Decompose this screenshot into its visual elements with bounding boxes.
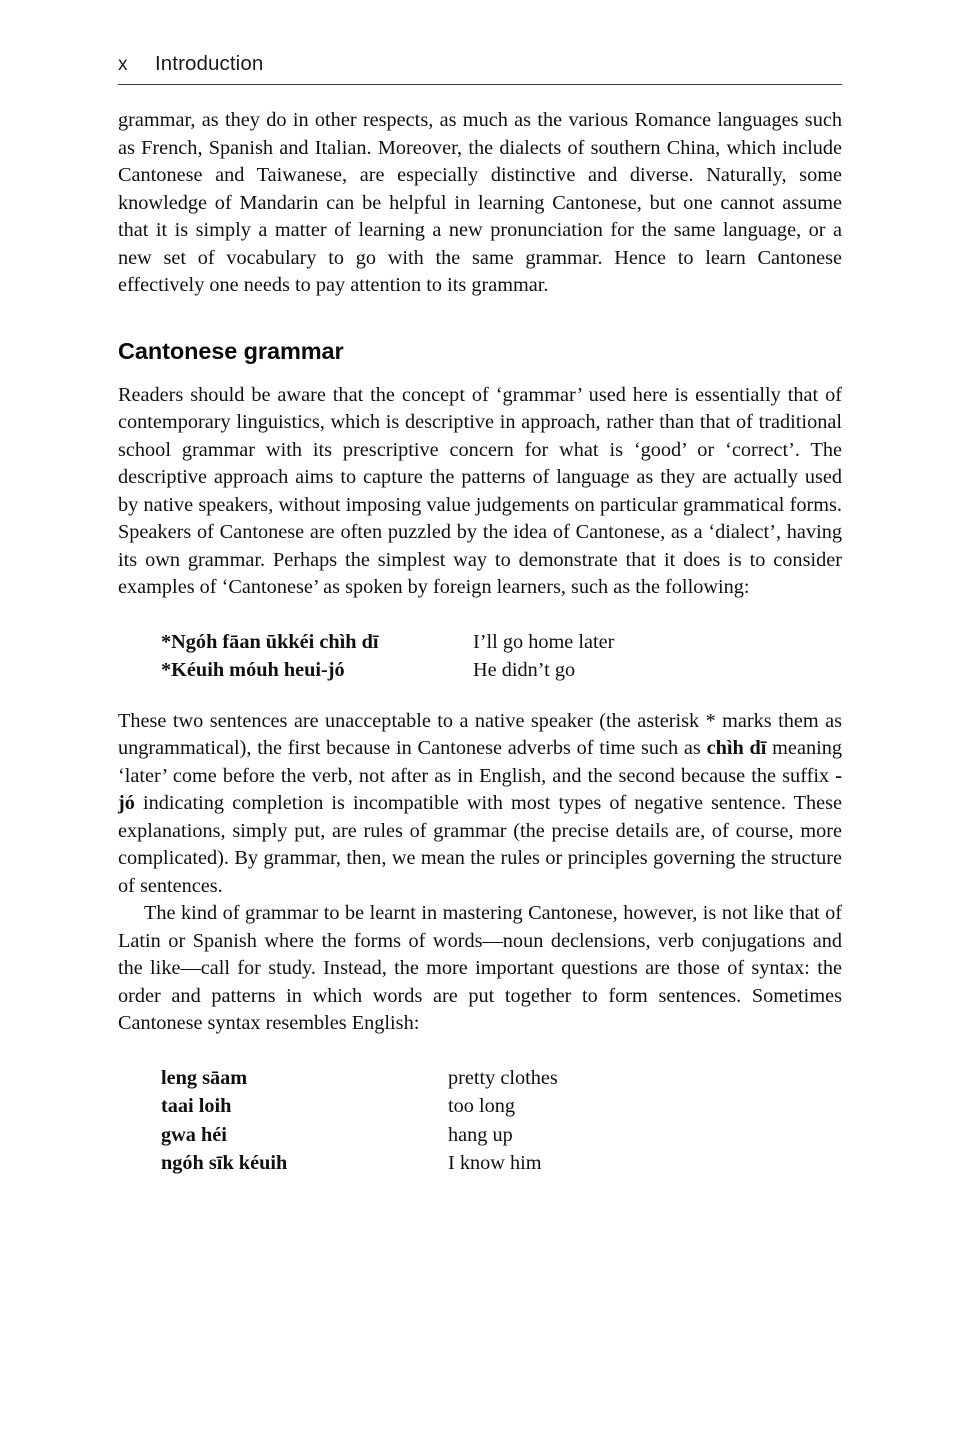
heading-spacer-above	[118, 300, 842, 338]
running-head	[118, 52, 842, 76]
example-gloss: pretty clothes	[448, 1066, 558, 1089]
explanation-text-part-3: indicating completion is incompatible with most types of negative sentence. These explanations, simply put, are rules of grammar (the precise details are, of course, more complicated). By grammar, then, we mean the rules or principles governing the structure of sentences.	[118, 792, 842, 897]
example-row	[118, 1092, 842, 1121]
example-gloss: I know him	[448, 1152, 542, 1174]
heading-spacer-below	[118, 365, 842, 382]
example-romanization: *Ngóh fāan ūkkéi chìh dī	[161, 630, 379, 653]
example-block-spacer-above-b	[118, 1038, 842, 1064]
explanation-bold-chih-di: chìh dī	[706, 737, 767, 759]
page-content	[118, 52, 842, 1178]
example-romanization: *Kéuih móuh heui-jó	[161, 658, 345, 681]
example-block-ungrammatical	[118, 628, 842, 684]
example-gloss: too long	[448, 1095, 516, 1117]
example-row	[118, 656, 842, 684]
page-folio: x	[118, 54, 128, 75]
example-gloss: hang up	[448, 1123, 513, 1146]
paragraph-explanation	[118, 708, 842, 901]
paragraph-descriptive-approach: Readers should be aware that the concept of ‘grammar’ used here is essentially that of contemporary linguistics, which is descriptive in approach, rather than that of traditional school grammar with its prescriptive concern for what is ‘good’ or ‘correct’. The descriptive approach aims to capture the patterns of language as they are actually used by native speakers, without imposing value judgements on particular grammatical forms. Speakers of Cantonese are often puzzled by the idea of Cantonese, as a ‘dialect’, having its own grammar. Perhaps the simplest way to demonstrate that it does is to consider examples of ‘Cantonese’ as spoken by foreign learners, such as the following:	[118, 383, 842, 598]
paragraph-syntax: The kind of grammar to be learnt in mastering Cantonese, however, is not like that of Latin or Spanish where the forms of words—noun declensions, verb conjugations and the like—call for study. Instead, the more important questions are those of syntax: the order and patterns in which words are put together to form sentences. Sometimes Cantonese syntax resembles English:	[118, 902, 842, 1034]
example-block-spacer-below-a	[118, 684, 842, 708]
example-romanization: ngóh sīk kéuih	[161, 1152, 288, 1174]
example-block-syntax	[118, 1064, 842, 1178]
paragraph-intro-continued: grammar, as they do in other respects, as much as the various Romance languages such as French, Spanish and Italian. Moreover, the dialects of southern China, which include Cantonese and Taiwanese, are especially distinctive and diverse. Naturally, some knowledge of Mandarin can be helpful in learning Cantonese, but one cannot assume that it is simply a matter of learning a new pronunciation for the same language, or a new set of vocabulary to go with the same grammar. Hence to learn Cantonese effectively one needs to pay attention to its grammar.	[118, 109, 842, 296]
example-romanization: leng sāam	[161, 1066, 248, 1089]
example-row	[118, 1121, 842, 1150]
example-block-spacer-above-a	[118, 602, 842, 628]
explanation-text-part-1: These two sentences are unacceptable to a native speaker (the asterisk * marks them as ungrammatical), the first because in Cantonese adverbs of time such as	[118, 709, 842, 759]
explanation-text-part-2: meaning ‘later’ come before the verb, not after as in English, and the second because the suffix	[118, 737, 842, 787]
example-gloss: I’ll go home later	[473, 630, 615, 653]
example-row	[118, 1064, 842, 1093]
example-romanization: taai loih	[161, 1095, 232, 1117]
explanation-bold-jo-suffix: -jó	[118, 764, 842, 814]
example-romanization: gwa héi	[161, 1123, 227, 1146]
section-heading-cantonese-grammar: Cantonese grammar	[118, 337, 344, 364]
example-gloss: He didn’t go	[473, 658, 576, 681]
example-row	[118, 628, 842, 656]
example-row	[118, 1149, 842, 1178]
running-head-title: Introduction	[155, 52, 264, 75]
header-rule	[118, 84, 842, 85]
